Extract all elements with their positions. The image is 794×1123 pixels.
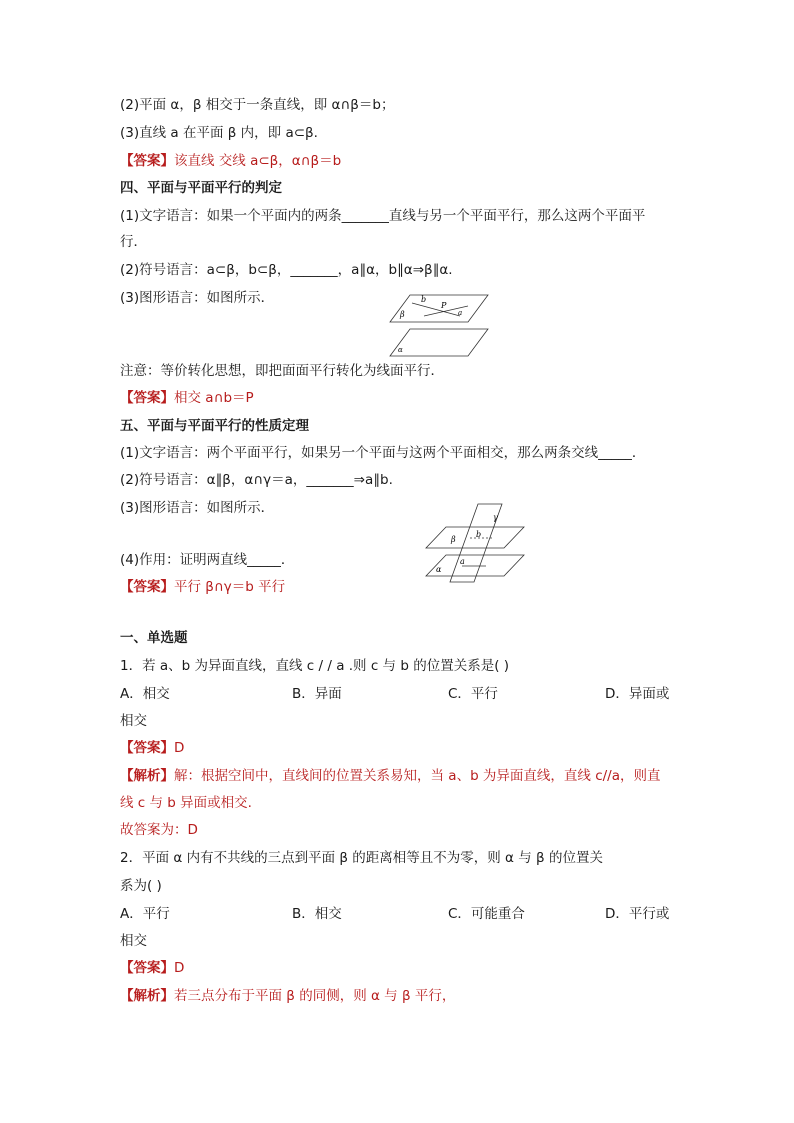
answer-text: 该直线 交线 a⊂β，α∩β＝b xyxy=(174,153,342,169)
answer-text: D xyxy=(174,960,185,976)
answer-text: D xyxy=(174,740,185,756)
option-continuation: 相交 xyxy=(120,713,147,729)
analysis-tag: 【解析】 xyxy=(120,768,174,784)
option-d: D．异面或 xyxy=(605,686,670,702)
fig-label-alpha: α xyxy=(398,346,403,354)
answer-tag: 【答案】 xyxy=(120,579,174,595)
analysis-text: 解：根据空间中，直线间的位置关系易知，当 a、b 为异面直线，直线 c//a，则直 xyxy=(174,768,661,784)
text-line: (4)作用：证明两直线_____． xyxy=(120,552,295,568)
analysis-line xyxy=(120,766,661,786)
fig-label-a: a xyxy=(458,309,463,317)
question-stem-cont: 系为( ) xyxy=(120,878,162,894)
answer-line xyxy=(120,958,184,978)
option-a: A．相交 xyxy=(120,686,170,702)
option-continuation: 相交 xyxy=(120,933,147,949)
question-stem: 1．若 a、b 为异面直线，直线 c / / a .则 c 与 b 的位置关系是( ) xyxy=(120,658,510,674)
analysis-line: 线 c 与 b 异面或相交. xyxy=(120,795,252,811)
final-answer-line: 故答案为：D xyxy=(120,822,198,838)
fig-label-beta: β xyxy=(400,310,405,319)
answer-tag: 【答案】 xyxy=(120,153,174,169)
answer-tag: 【答案】 xyxy=(120,390,174,406)
analysis-line xyxy=(120,986,455,1006)
text-line: (3)图形语言：如图所示． xyxy=(120,500,275,516)
text-line: (1)文字语言：两个平面平行，如果另一个平面与这两个平面相交，那么两条交线_____． xyxy=(120,445,646,461)
option-d: D．平行或 xyxy=(605,906,670,922)
answer-tag: 【答案】 xyxy=(120,740,174,756)
text-line: (3)直线 a 在平面 β 内，即 a⊂β. xyxy=(120,125,318,141)
parallel-planes-figure xyxy=(388,290,490,362)
note-line: 注意：等价转化思想，即把面面平行转化为线面平行． xyxy=(120,363,444,379)
answer-line xyxy=(120,738,184,758)
fig-label-a: a xyxy=(460,557,465,566)
analysis-text: 若三点分布于平面 β 的同侧，则 α 与 β 平行， xyxy=(174,988,456,1004)
fig-label-alpha: α xyxy=(436,565,442,574)
text-line: (3)图形语言：如图所示． xyxy=(120,290,275,306)
option-c: C．可能重合 xyxy=(448,906,525,922)
answer-text: 相交 a∩b＝P xyxy=(174,390,254,406)
answer-line xyxy=(120,151,341,171)
text-line: (2)平面 α，β 相交于一条直线，即 α∩β＝b； xyxy=(120,97,395,113)
text-line: (2)符号语言：α∥β，α∩γ＝a，_______⇒a∥b. xyxy=(120,472,393,488)
answer-line xyxy=(120,577,285,597)
fig-label-gamma: γ xyxy=(493,513,498,522)
exercise-heading: 一、单选题 xyxy=(120,630,188,646)
option-b: B．相交 xyxy=(292,906,342,922)
question-stem: 2．平面 α 内有不共线的三点到平面 β 的距离相等且不为零，则 α 与 β 的位置关 xyxy=(120,850,603,866)
plane-intersection-figure xyxy=(424,500,530,584)
fig-label-beta: β xyxy=(451,535,456,544)
fig-label-b: b xyxy=(421,295,427,304)
text-line: (2)符号语言：a⊂β，b⊂β，_______，a∥α，b∥α⇒β∥α. xyxy=(120,262,453,278)
option-b: B．异面 xyxy=(292,686,342,702)
fig-label-b: b xyxy=(476,530,482,539)
section-heading: 五、平面与平面平行的性质定理 xyxy=(120,418,309,434)
answer-tag: 【答案】 xyxy=(120,960,174,976)
text-line: 行． xyxy=(120,234,147,250)
answer-line xyxy=(120,388,254,408)
section-heading: 四、平面与平面平行的判定 xyxy=(120,180,282,196)
answer-text: 平行 β∩γ＝b 平行 xyxy=(174,579,286,595)
option-a: A．平行 xyxy=(120,906,170,922)
text-line: (1)文字语言：如果一个平面内的两条_______直线与另一个平面平行，那么这两个平面平 xyxy=(120,208,646,224)
analysis-tag: 【解析】 xyxy=(120,988,174,1004)
option-c: C．平行 xyxy=(448,686,498,702)
fig-label-p: P xyxy=(441,301,447,310)
